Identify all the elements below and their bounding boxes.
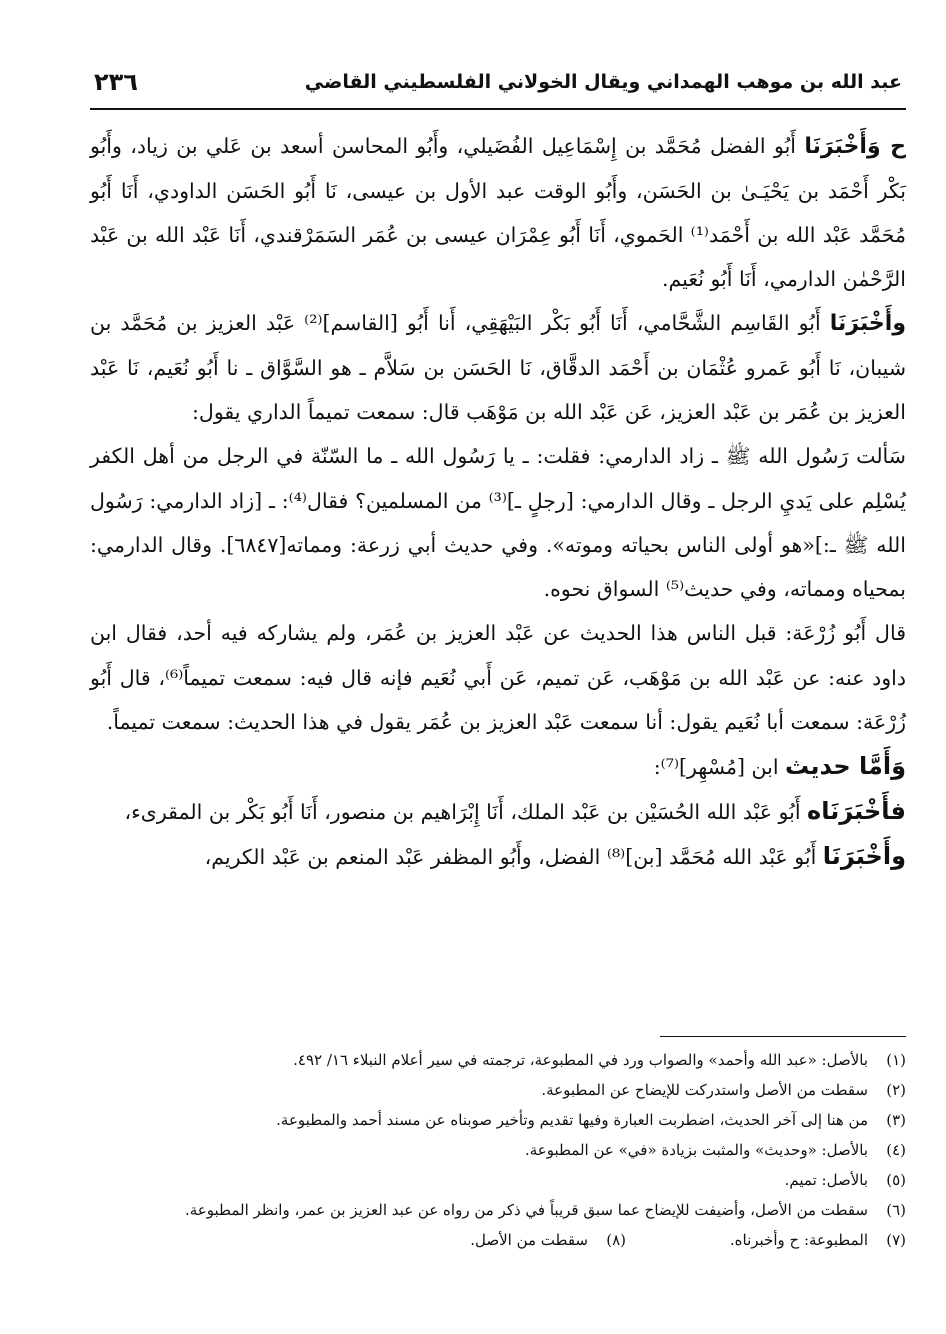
running-title: عبد الله بن موهب الهمداني ويقال الخولاني الفلسطيني القاضي (304, 71, 902, 93)
footnote (90, 1075, 906, 1105)
footnote-number: (٨) (606, 1231, 626, 1249)
footnote (346, 1225, 626, 1255)
paragraph-text: أَبُو الفضل مُحَمَّد بن إِسْمَاعِيل الفُضَيلي، وأَبُو المحاسن أسعد بن عَلي بن زياد، وأَبُو بَكْر أَحْمَد بن يَحْيَـىٰ بن الحَسَن، وأَبُو الوقت عبد الأول بن عيسى، نَا أَبُو الحَسَن الداودي، أَنَا أَبُو مُحَمَّد عَبْد الله بن أَحْمَد⁽¹⁾ الحَموي، أَنَا أَبُو عِمْرَان عيسى بن عُمَر السَمَرْقندي، أَنَا عَبْد الله بن عَبْد الرَّحْمٰن الدارمي، أَنَا أَبُو نُعَيم. (90, 134, 906, 291)
page-header (90, 60, 906, 110)
footnote (90, 1195, 906, 1225)
footnote-number: (٥) (886, 1171, 906, 1189)
paragraph (90, 834, 906, 879)
footnote-number: (٦) (886, 1201, 906, 1219)
paragraph (90, 611, 906, 744)
footnote-text: سقطت من الأصل. (470, 1231, 588, 1249)
paragraph-lead: فأَخْبَرَنَاه (807, 797, 906, 825)
footnote (626, 1225, 906, 1255)
footnote-text: من هنا إلى آخر الحديث، اضطربت العبارة وفيها تقديم وتأخير صوبناه عن مسند أحمد والمطبوعة. (276, 1111, 868, 1129)
footnote (90, 1135, 906, 1165)
paragraph-text: سَألت رَسُول الله ﷺ ـ زاد الدارمي: فقلت: ـ يا رَسُول الله ـ ما السّنّة في الرجل من أهل الكفر يُسْلِم على يَديِ الرجل ـ وقال الدارمي: [رجلٍ ـ]⁽³⁾ من المسلمين؟ فقال⁽⁴⁾: ـ [زاد الدارمي: رَسُول الله ﷺ ـ:]«هو أولى الناس بحياته وموته». وفي حديث أبي زرعة: ومماته[٦٨٤٧]. وقال الدارمي: بمحياه ومماته، وفي حديث⁽⁵⁾ السواق نحوه. (90, 444, 907, 601)
paragraph-text: أَبُو عَبْد الله الحُسَيْن بن عَبْد الملك، أَنَا إِبْرَاهيم بن منصور، أَنَا أَبُو بَكْر بن المقرىء، (124, 800, 808, 824)
footnote-text: المطبوعة: ح وأخبرناه. (729, 1231, 868, 1249)
paragraph (90, 744, 906, 789)
footnote-number: (٤) (886, 1141, 906, 1159)
footnote-text: سقطت من الأصل، وأضيفت للإيضاح عما سبق قريباً في ذكر من رواه عن عبد العزيز بن عمر، وانظر المطبوعة. (185, 1201, 868, 1219)
footnote-text: بالأصل: «عبد الله وأحمد» والصواب ورد في المطبوعة، ترجمته في سير أعلام النبلاء ١٦/ ٤٩٢. (293, 1051, 868, 1069)
footnote-text: بالأصل: تميم. (784, 1171, 868, 1189)
paragraph (90, 434, 906, 611)
footnote-row (346, 1225, 906, 1255)
paragraph (90, 124, 906, 301)
page-number: ٢٣٦ (94, 68, 138, 96)
paragraph (90, 301, 906, 434)
paragraph-lead: ح وَأَخْبَرَنَا (804, 134, 906, 159)
paragraph-lead: وأَخْبَرَنَا (829, 311, 906, 336)
paragraph-text: قال أَبُو زُرْعَة: قبل الناس هذا الحديث عن عَبْد العزيز بن عُمَر، ولم يشاركه فيه أحد، فقال ابن داود عنه: عن عَبْد الله بن مَوْهَب، عَن تميم، عَن أَبي نُعَيم فإنه قال فيه: سمعت تميماً⁽⁶⁾، قال أَبُو زُرْعَة: سمعت أبا نُعَيم يقول: أنا سمعت عَبْد العزيز بن عُمَر يقول في هذا الحديث: سمعت تميماً. (90, 621, 906, 734)
footnote-number: (٢) (886, 1081, 906, 1099)
footnote (90, 1105, 906, 1135)
main-text (90, 124, 906, 879)
footnote-number: (٣) (886, 1111, 906, 1129)
footnote-divider (660, 1036, 906, 1037)
paragraph (90, 789, 906, 834)
footnote-number: (١) (886, 1051, 906, 1069)
book-page (90, 60, 906, 1300)
paragraph-text: أَبُو عَبْد الله مُحَمَّد [بن]⁽⁸⁾ الفضل، وأَبُو المظفر عَبْد المنعم بن عَبْد الكريم، (204, 845, 823, 869)
paragraph-text: أَبُو القَاسِم الشَّحَّامي، أَنَا أَبُو بَكْر البَيْهَقِي، أَنا أَبُو [القاسم]⁽²⁾ عَبْد العزيز بن مُحَمَّد بن شيبان، نَا أَبُو عَمرو عُثْمَان بن أَحْمَد الدقَّاق، نَا الحَسَن بن سَلاَّم ـ هو السَّوَّاق ـ نا أَبُو نُعَيم، نَا عَبْد العزيز بن عُمَر بن عَبْد العزيز، عَن عَبْد الله بن مَوْهَب قال: سمعت تميماً الداري يقول: (90, 311, 906, 424)
footnotes (90, 1036, 906, 1255)
paragraph-text: ابن [مُسْهِر]⁽⁷⁾: (653, 755, 786, 779)
footnote (90, 1165, 906, 1195)
footnote-text: سقطت من الأصل واستدركت للإيضاح عن المطبوعة. (541, 1081, 868, 1099)
footnote (90, 1045, 906, 1075)
footnote-text: بالأصل: «وحديث» والمثبت بزيادة «في» عن المطبوعة. (524, 1141, 868, 1159)
footnote-number: (٧) (886, 1231, 906, 1249)
paragraph-lead: وأَخْبَرَنَا (822, 842, 906, 870)
paragraph-lead: وَأَمَّا حديث (785, 752, 906, 780)
